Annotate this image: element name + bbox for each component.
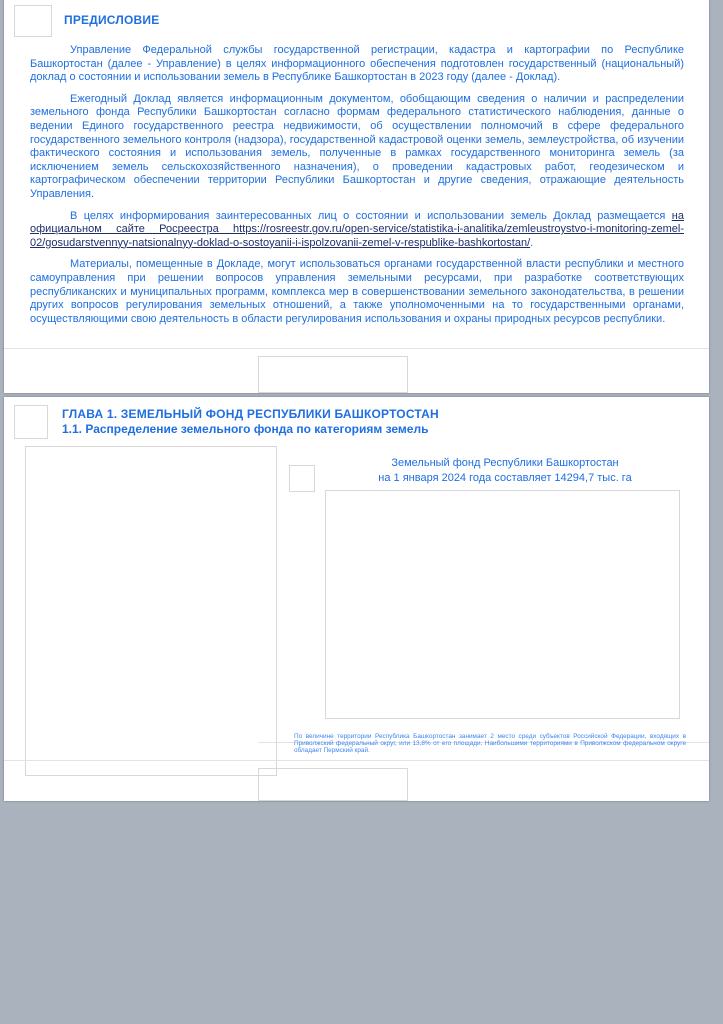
guide-line [4, 760, 709, 761]
preface-paragraph-3-text: В целях информирования заинтересованных лиц о состоянии и использовании земель Доклад размещается [70, 209, 666, 222]
preface-paragraph-3-end: . [530, 236, 534, 249]
preface-title: ПРЕДИСЛОВИЕ [64, 13, 160, 27]
chart-caption [300, 456, 709, 486]
preface-paragraph-2: Ежегодный Доклад является информационным документом, обобщающим сведения о наличии и распределении земельного фонда Республики Башкортостан согласно формам федерального статистического наблюдения, данные о ведении Единого государственного реестра недвижимости, об осуществлении полномочий в сфере федерального государственного земельного контроля (надзора), государственной кадастровой оценки земель, землеустройства, об изучении фактического состояния и использования земель, полученные в рамках государственного мониторинга земель (за исключением земель сельскохозяйственного назначения), о проведении кадастровых работ, геодезическом и картографическом обеспечении территории Республики Башкортостан и другие сведения, отражающие деятельность Управления. [30, 92, 684, 200]
guide-line [4, 348, 709, 349]
document-page-chapter-1 [4, 397, 709, 801]
chart-placeholder-frame [325, 490, 680, 719]
rosreestr-link[interactable]: на официальном сайте Росреестра https://rosreestr.gov.ru/open-service/statistika-i-analitika/zemleustroystvo-i-monitoring-zemel-02/gosudarstvennyy-natsionalnyy-doklad-o-sostoyanii-i-ispolzovanii-zemel-v-respublike-bashkortostan/ [30, 209, 684, 249]
chapter-title: ГЛАВА 1. ЗЕМЕЛЬНЫЙ ФОНД РЕСПУБЛИКИ БАШКОРТОСТАН [62, 407, 439, 421]
preface-paragraph-3 [30, 210, 684, 251]
chart-caption-line-2: на 1 января 2024 года составляет 14294,7 тыс. га [378, 472, 632, 484]
document-page-preface [4, 0, 709, 393]
preface-body [30, 44, 684, 334]
placeholder-frame [14, 5, 52, 37]
chart-caption-line-1: Земельный фонд Республики Башкортостан [391, 457, 619, 469]
chapter-subtitle: 1.1. Распределение земельного фонда по категориям земель [62, 422, 429, 436]
map-placeholder-frame [25, 446, 277, 776]
placeholder-frame [258, 768, 408, 801]
preface-paragraph-4: Материалы, помещенные в Докладе, могут использоваться органами государственной власти республики и местного самоуправления при решении вопросов управления земельными ресурсами, при разработке соответствующих республиканских и муниципальных программ, комплекса мер в совершенствовании земельного законодательства, в решении других вопросов регулирования земельных отношений, а также уполномоченными на то государственными органами, осуществляющими свою деятельность в области регулирования использования и охраны природных ресурсов республики. [30, 258, 684, 325]
placeholder-frame [14, 405, 48, 439]
footnote: По величине территории Республика Башкортостан занимает 2 место среди субъектов Российской Федерации, входящих в Приволжский федеральный округ, или 13,8% от его площади. Наибольшими территориями в Приволжском федеральном округе обладает Пермский край. [294, 733, 686, 755]
placeholder-frame [258, 356, 408, 393]
preface-paragraph-1: Управление Федеральной службы государственной регистрации, кадастра и картографии по Республике Башкортостан (далее - Управление) в целях информационного обеспечения подготовлен государственный (национальный) доклад о состоянии и использовании земель в Республике Башкортостан в 2023 году (далее - Доклад). [30, 44, 684, 84]
